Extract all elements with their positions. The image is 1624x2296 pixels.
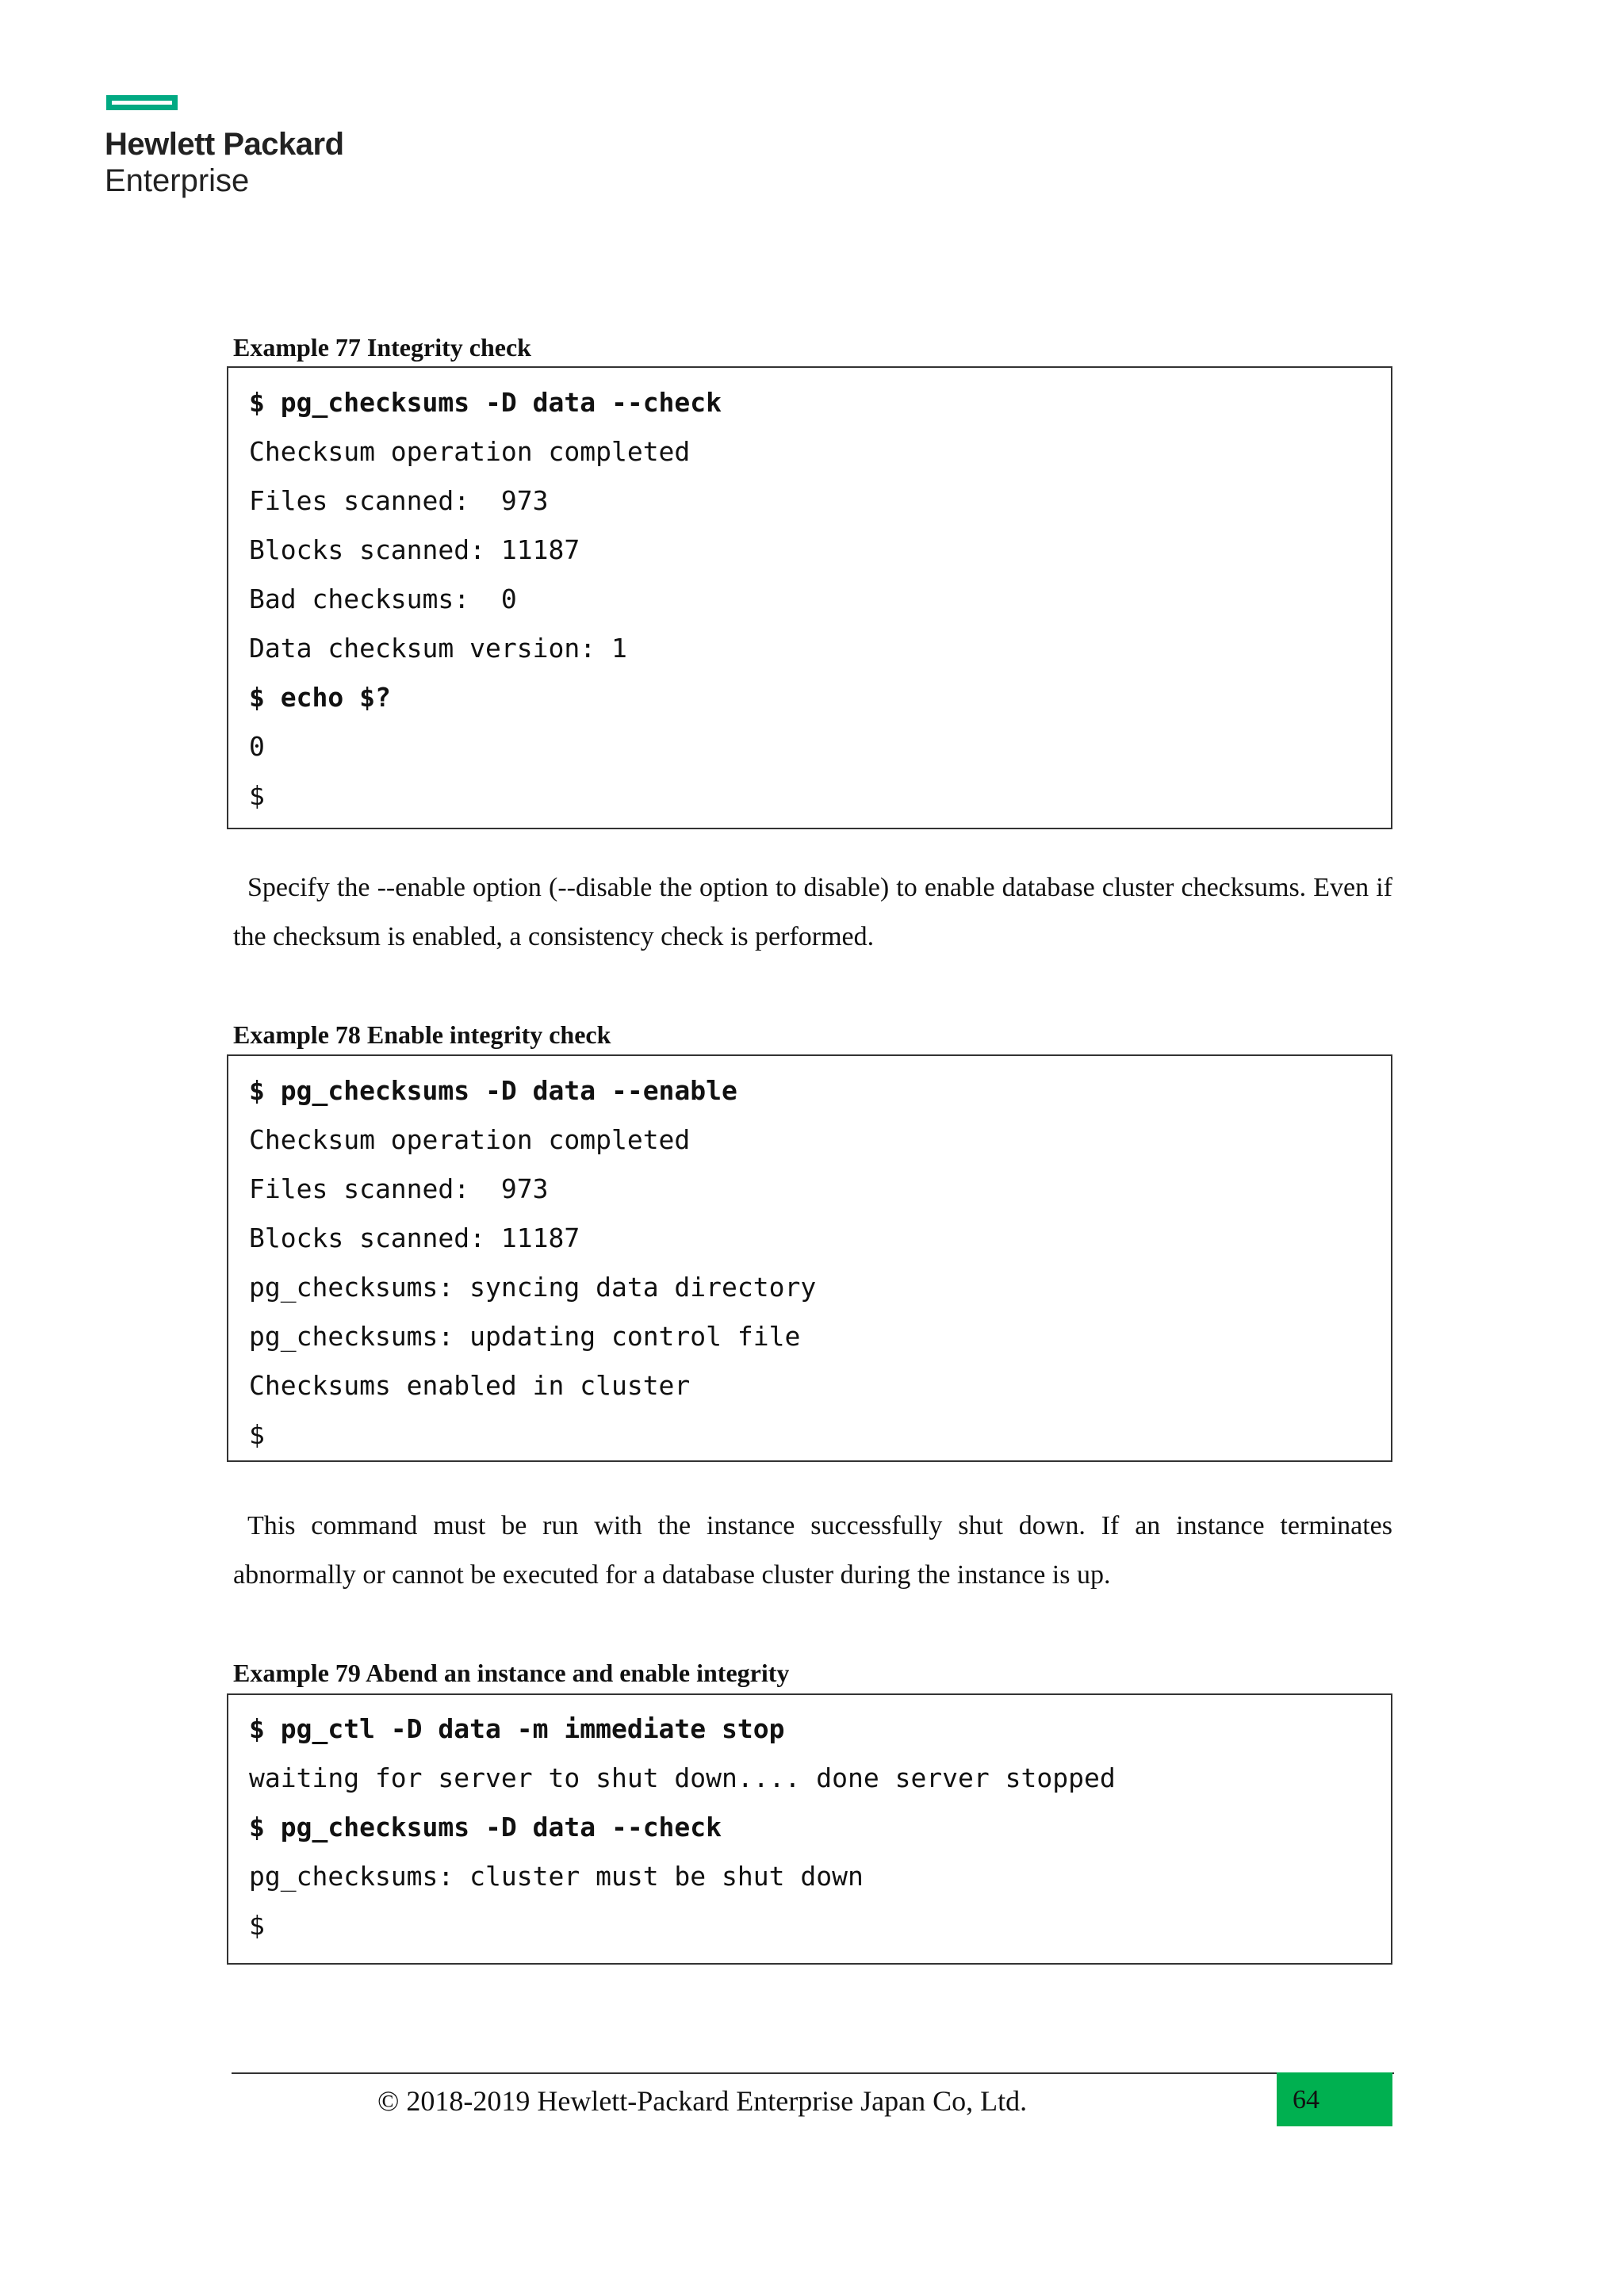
code-line: Blocks scanned: 11187 <box>249 1223 580 1253</box>
footer-divider <box>232 2072 1394 2074</box>
example-77-caption: Example 77 Integrity check <box>233 333 531 362</box>
footer-copyright: © 2018-2019 Hewlett-Packard Enterprise Japan Co, Ltd. <box>377 2085 1028 2117</box>
code-line: $ pg_checksums -D data --check <box>249 1812 722 1843</box>
code-line: Checksums enabled in cluster <box>249 1370 691 1401</box>
example-78-code-block <box>227 1054 1392 1462</box>
hpe-logo <box>105 95 366 206</box>
code-line: $ pg_checksums -D data --check <box>249 387 722 418</box>
example-78-caption: Example 78 Enable integrity check <box>233 1020 611 1049</box>
example-79-code-block <box>227 1693 1392 1965</box>
body-paragraph-1-text: Specify the --enable option (--disable the option to disable) to enable database cluster checksums. Even if the checksum is enabled, a consistency check is performed. <box>233 873 1392 951</box>
logo-text-line2: Enterprise <box>105 163 250 198</box>
code-line: pg_checksums: updating control file <box>249 1321 801 1352</box>
body-paragraph-2 <box>233 1502 1392 1600</box>
code-line: waiting for server to shut down.... done server stopped <box>249 1762 1116 1793</box>
code-line: Data checksum version: 1 <box>249 633 627 664</box>
code-line: Checksum operation completed <box>249 436 691 467</box>
page-number-badge <box>1277 2072 1392 2126</box>
body-paragraph-2-text: This command must be run with the instance successfully shut down. If an instance terminates abnormally or cannot be executed for a database cluster during the instance is up. <box>233 1511 1392 1590</box>
code-line: Checksum operation completed <box>249 1124 691 1155</box>
logo-text-line1: Hewlett Packard <box>105 127 344 162</box>
code-line: $ <box>249 1910 265 1941</box>
code-line: $ pg_checksums -D data --enable <box>249 1075 737 1106</box>
example-77-code-block <box>227 366 1392 829</box>
code-line: $ <box>249 780 265 811</box>
code-line: Files scanned: 973 <box>249 1173 549 1204</box>
code-line: Blocks scanned: 11187 <box>249 534 580 565</box>
example-79-caption: Example 79 Abend an instance and enable integrity <box>233 1659 790 1687</box>
code-line: $ pg_ctl -D data -m immediate stop <box>249 1713 785 1744</box>
code-line: 0 <box>249 731 265 762</box>
hpe-logo-mark <box>106 95 178 110</box>
code-line: pg_checksums: cluster must be shut down <box>249 1861 864 1892</box>
code-line: pg_checksums: syncing data directory <box>249 1272 817 1303</box>
code-line: $ <box>249 1419 265 1450</box>
body-paragraph-1 <box>233 863 1392 962</box>
code-line: $ echo $? <box>249 682 391 713</box>
page-number: 64 <box>1293 2085 1320 2114</box>
code-line: Files scanned: 973 <box>249 485 549 516</box>
code-line: Bad checksums: 0 <box>249 584 517 614</box>
